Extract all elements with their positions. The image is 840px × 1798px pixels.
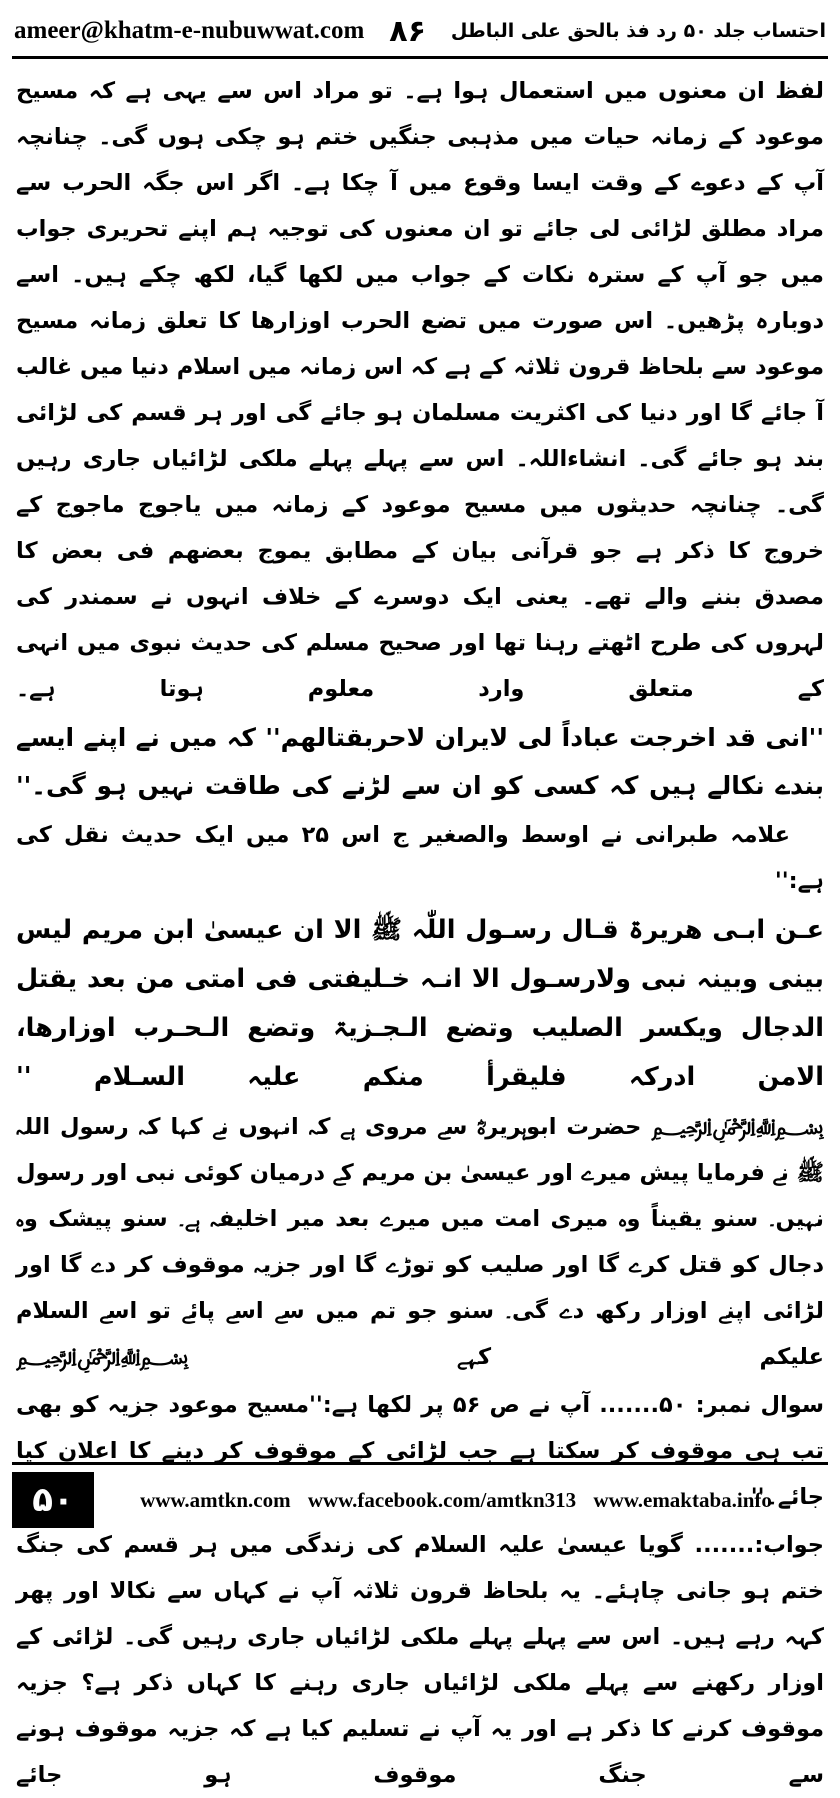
header-divider [12,56,828,59]
body-answer-50: جواب:....... گویا عیسیٰ علیہ السلام کی زندگی میں ہر قسم کی جنگ ختم ہو جانی چاہئے۔ یہ بلحاظ قرون ثلاثہ آپ نے کہاں سے نکالا اور پھر کہہ رہے ہیں۔ اس سے پہلے پہلے ملکی لڑائیاں جاری رہیں گی۔ لڑائی کے اوزار رکھنے سے پہلے ملکی لڑائیاں جاری رہنے کا کہاں ذکر ہے؟ جزیہ موقوف کرنے کا ذکر ہے اور یہ آپ نے تسلیم کیا ہے کہ جزیہ موقوف ہونے سے جنگ موقوف ہو جائے [16,1532,824,1788]
contact-email: ameer@khatm-e-nubuwwat.com [14,17,365,44]
body-paragraph-1: لفظ ان معنوں میں استعمال ہوا ہے۔ تو مراد اس سے یہی ہے کہ مسیح موعود کے زمانہ حیات میں مذہبی جنگیں ختم ہو چکی ہوں گی۔ چنانچہ آپ کے دعوے کے وقت ایسا وقوع میں آ چکا ہے۔ اگر اس جگہ الحرب سے مراد مطلق لڑائی لی جائے تو ان معنوں کی توجیہ ہم اپنے تحریری جواب میں جو آپ کے سترہ نکات کے جواب میں لکھا گیا، لکھ چکے ہیں۔ اسے دوبارہ پڑھیں۔ اس صورت میں تضع الحرب اوزارھا کا تعلق زمانہ مسیح موعود سے بلحاظ قرون ثلاثہ کے ہے کہ اس زمانہ میں اسلام دنیا میں غالب آ جائے گا اور دنیا کی اکثریت مسلمان ہو جائے گی اور ہر قسم کی لڑائی بند ہو جائے گی۔ انشاءاللہ۔ اس سے پہلے پہلے ملکی لڑائیاں جاری رہیں گی۔ چنانچہ حدیثوں میں مسیح موعود کے زمانہ میں یاجوج ماجوج کے خروج کا ذکر ہے جو قرآنی بیان کے مطابق یموج بعضھم فی بعض کا مصدق بننے والے تھے۔ یعنی ایک دوسرے کے خلاف انہوں نے سمندر کی لہروں کی طرح اٹھتے رہنا تھا اور صحیح مسلم کی حدیث نبوی میں انہی کے متعلق وارد معلوم ہوتا ہے۔ [16,78,824,702]
footer-url-website[interactable]: www.amtkn.com [140,1487,291,1512]
body-arabic-hadith-text: عـن ابـی ھریرۃ قـال رسـول اللّٰہ ﷺ الا ان عیسیٰ ابن مریم لیس بینی وبینہ نبی ولارسـول الا انـہ خـلیفتی فی امتی من بعد یقتل الدجال ویکسر الصلیب وتضع الـجـزیۃ وتضع الـحـرب اوزارھا، الامن ادرکہ فلیقرأ منکم علیہ السـلام '' [16,915,824,1092]
header-page-number: ۸۶ [389,13,426,49]
page-header [14,8,826,54]
body-quote-hadith-1: ''انی قد اخرجت عباداً لی لایران لاحربقتالھم'' کہ میں نے اپنے ایسے بندے نکالے ہیں کہ کسی کو ان سے لڑنے کی طاقت نہیں ہو گی۔'' [16,723,824,800]
footer-url-emaktaba[interactable]: www.emaktaba.info [593,1487,772,1512]
book-title: احتساب جلد ۵۰ رد فذ بالحق علی الباطل [450,20,826,42]
footer-urls [94,1488,828,1513]
body-paragraph-3: ﷽ حضرت ابوہریرہؓ سے مروی ہے کہ انہوں نے کہا کہ رسول اللہ ﷺ نے فرمایا پیش میرے اور عیسیٰ بن مریم کے درمیان کوئی نبی اور رسول نہیں۔ سنو یقیناً وہ میری امت میں میرے بعد میر اخلیفہ ہے۔ سنو پیشک وہ دجال کو قتل کرے گا اور صلیب کو توڑے گا اور جزیہ موقوف کر دے گا اور لڑائی اپنے اوزار رکھ دے گی۔ سنو جو تم میں سے اسے پائے تو اسے السلام علیکم کہے ﷽ [16,1114,824,1370]
footer-divider [12,1462,828,1465]
footer-url-facebook[interactable]: www.facebook.com/amtkn313 [307,1487,577,1512]
body-paragraph-2: علامہ طبرانی نے اوسط والصغیر ج اس ۲۵ میں ایک حدیث نقل کی ہے:'' [16,822,824,894]
page-footer [0,1462,840,1540]
footer-page-number: ۵۰ [12,1472,94,1528]
body-question-50: سوال نمبر: ۵۰....... آپ نے ص ۵۶ پر لکھا ہے:''مسیح موعود جزیہ کو بھی تب ہی موقوف کر سکتا ہے جب لڑائی کے موقوف کر دینے کا اعلان کیا جائے۔'' [16,1392,824,1510]
